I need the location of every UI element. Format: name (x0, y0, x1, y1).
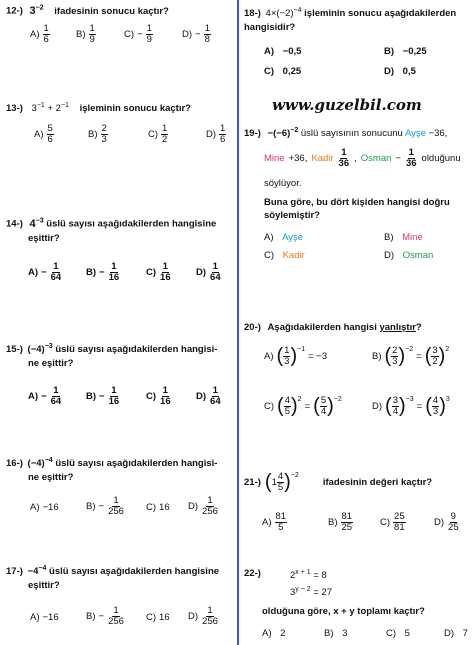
option-d[interactable]: D) 7 (444, 628, 468, 639)
question-number: 14-) (6, 218, 23, 230)
option-c[interactable]: C) 16 (146, 502, 170, 513)
option-d[interactable]: D) Osman (384, 250, 434, 261)
question-number: 22-) (244, 568, 261, 579)
expression: $-4^{-4}$ (27, 565, 47, 578)
option-a[interactable]: A) −0,5 (264, 46, 302, 57)
question-19-line-3: söylüyor. (264, 178, 302, 189)
option-b[interactable]: B) ( $\frac{2}{3}$ ) $^{-2}$ = ( $\frac{3}{2}$ ) $^2$ (372, 345, 450, 367)
question-22-equations: $2^{x + 1} = 8$ $3^{y - 2} = 27$ (290, 569, 333, 599)
option-c[interactable]: C) 5 (386, 628, 410, 639)
option-c[interactable]: C) $\frac{1}{16}$ (146, 385, 171, 407)
question-number: 16-) (6, 458, 23, 470)
expression: $4^{-3}$ (29, 217, 44, 230)
expression: ( 1 $\frac{4}{5}$ ) $^{-2}$ (264, 471, 299, 493)
option-c[interactable]: C) ( $\frac{4}{5}$ ) $^2$ = ( $\frac{5}{4}$ ) $^{-2}$ (264, 395, 342, 417)
question-17 (6, 562, 236, 593)
question-text: ifadesinin sonucu kaçtır? (54, 5, 169, 17)
option-c[interactable]: C) $\frac{1}{2}$ (148, 123, 168, 145)
question-text: olduğuna göre, x + y toplamı kaçtır? (262, 606, 425, 617)
option-d[interactable]: D) ( $\frac{3}{4}$ ) $^{-3}$ = ( $\frac{4}{3}$ ) $^3$ (372, 395, 450, 417)
expression: $(-4)^{-3}$ (27, 343, 53, 356)
option-b[interactable]: B) $\frac{2}{3}$ (88, 123, 107, 145)
name-ayse: Ayşe (404, 128, 426, 140)
question-text-2: eşittir? (28, 580, 60, 592)
expression: $4\times(-2)^{-4}$ (265, 7, 302, 20)
question-19: $19-) -(-6)^{-2}$ üslü sayısının sonucunu Ayşe −36, (244, 127, 448, 140)
option-a[interactable]: A) ( $\frac{1}{3}$ ) $^{-1}$ = −3 (264, 345, 328, 367)
name-kadir: Kadir (311, 152, 334, 164)
option-a[interactable]: A) − $\frac{1}{64}$ (28, 385, 62, 407)
option-c[interactable]: C) 0,25 (264, 66, 302, 77)
option-d[interactable]: D) $\frac{1}{256}$ (188, 605, 218, 627)
name-osman: Osman (360, 152, 392, 164)
option-b[interactable]: B) − $\frac{1}{16}$ (86, 385, 120, 407)
question-12 (6, 4, 169, 17)
option-a[interactable]: A) $\frac{81}{5}$ (262, 511, 287, 533)
option-d[interactable]: D) 0,5 (384, 66, 416, 77)
option-d[interactable]: D) $\frac{1}{6}$ (206, 123, 226, 145)
option-a[interactable]: A) −16 (30, 502, 59, 513)
option-d[interactable]: D) − $\frac{1}{8}$ (182, 23, 210, 45)
question-number: 21-) (244, 476, 261, 488)
option-a[interactable]: A) − $\frac{1}{64}$ (28, 261, 62, 283)
question-20: 20-) Aşağıdakilerden hangisi yanlıştır? (244, 322, 422, 333)
question-number: 17-) (6, 566, 23, 578)
question-number: 15-) (6, 344, 23, 356)
question-text: işleminin sonucu aşağıdakilerden (304, 8, 457, 20)
option-b[interactable]: B) $\frac{81}{25}$ (328, 511, 353, 533)
option-c[interactable]: C) 16 (146, 612, 170, 623)
question-text: işleminin sonucu kaçtır? (79, 103, 191, 115)
question-text: üslü sayısı aşağıdakilerden hangisi- (55, 458, 218, 470)
question-text: üslü sayısı aşağıdakilerden hangisine (46, 218, 217, 230)
option-b[interactable]: B) − $\frac{1}{16}$ (86, 261, 120, 283)
name-mine: Mine (264, 152, 285, 164)
question-text-2: hangisidir? (244, 22, 296, 34)
option-b[interactable]: B) − $\frac{1}{256}$ (86, 495, 124, 517)
option-b[interactable]: B) −0,25 (384, 46, 427, 57)
option-b[interactable]: B) 3 (324, 628, 348, 639)
question-13 (6, 102, 191, 114)
question-14 (6, 214, 234, 246)
question-16 (6, 454, 236, 485)
option-d[interactable]: D) $\frac{9}{25}$ (434, 511, 459, 533)
question-text-2: ne eşittir? (28, 358, 74, 370)
question-18 (244, 4, 470, 35)
question-21 (244, 472, 432, 492)
option-a[interactable]: A) −16 (30, 612, 59, 623)
question-19-ask: Buna göre, bu dört kişiden hangisi doğru söylemiştir? (264, 197, 450, 221)
expression: $-(-6)^{-2}$ (267, 127, 299, 140)
question-text: üslü sayısı aşağıdakilerden hangisine (49, 566, 220, 578)
option-a[interactable]: A) $\frac{5}{6}$ (34, 123, 53, 145)
question-number: 20-) (244, 322, 261, 333)
website-watermark: www.guzelbil.com (272, 96, 422, 114)
option-c[interactable]: C) $\frac{25}{81}$ (380, 511, 405, 533)
option-a[interactable]: A) Ayşe (264, 232, 304, 243)
option-d[interactable]: D) $\frac{1}{64}$ (196, 385, 221, 407)
question-15 (6, 340, 236, 371)
option-d[interactable]: D) $\frac{1}{256}$ (188, 495, 218, 517)
option-b[interactable]: B) − $\frac{1}{256}$ (86, 605, 124, 627)
expression: $3^{-1} + 2^{-1}$ (31, 102, 69, 115)
option-c[interactable]: C) − $\frac{1}{9}$ (124, 23, 152, 45)
option-a[interactable]: A) 2 (262, 628, 286, 639)
option-b[interactable]: B) Mine (384, 232, 423, 243)
question-19-line-2: Mine +36, Kadir $\frac{1}{36}$ , Osman − $\frac{1}{36}$ olduğunu (264, 147, 461, 169)
underlined-word: yanlıştır (379, 322, 416, 333)
option-c[interactable]: C) $\frac{1}{16}$ (146, 261, 171, 283)
question-number: 18-) (244, 8, 261, 20)
option-c[interactable]: C) Kadir (264, 250, 305, 261)
question-text: ifadesinin değeri kaçtır? (322, 476, 433, 488)
question-text-2: ne eşittir? (28, 472, 74, 484)
question-text: üslü sayısı aşağıdakilerden hangisi- (55, 344, 218, 356)
question-number: 13-) (6, 103, 23, 115)
question-text-2: eşittir? (28, 232, 60, 244)
option-d[interactable]: D) $\frac{1}{64}$ (196, 261, 221, 283)
option-a[interactable]: A) $\frac{1}{6}$ (30, 23, 49, 45)
option-b[interactable]: B) $\frac{1}{9}$ (76, 23, 95, 45)
question-number: 19-) (244, 128, 261, 140)
expression: $3^{-2}$ (29, 4, 44, 17)
question-number: 12-) (6, 5, 23, 17)
column-divider (237, 0, 239, 645)
expression: $(-4)^{-4}$ (27, 457, 53, 470)
